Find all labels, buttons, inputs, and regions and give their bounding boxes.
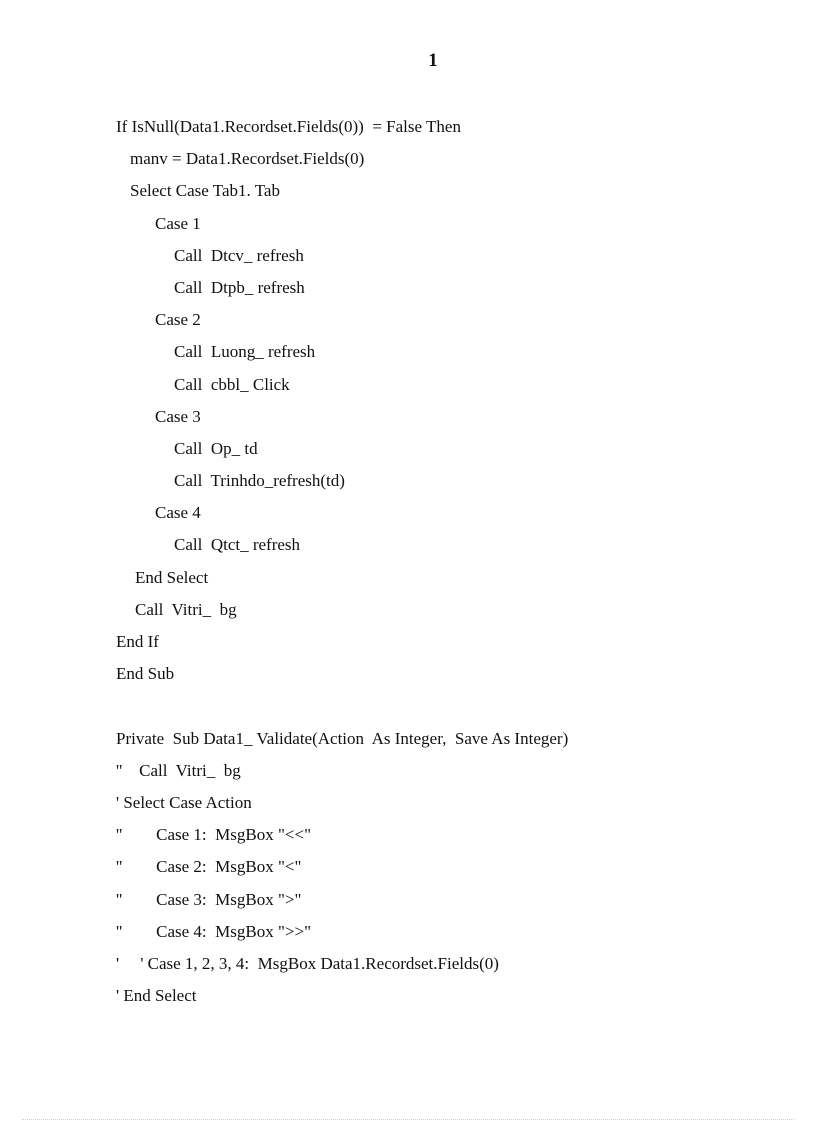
code-line: '' Case 4: MsgBox ">>" bbox=[116, 921, 312, 941]
page-bottom-divider bbox=[22, 1119, 794, 1120]
code-line: Case 3 bbox=[155, 406, 201, 426]
code-line: '' Case 2: MsgBox "<" bbox=[116, 857, 302, 877]
blank-line bbox=[116, 690, 756, 722]
code-line: '' Case 1: MsgBox "<<" bbox=[116, 825, 312, 845]
code-line: If IsNull(Data1.Recordset.Fields(0)) = False Then bbox=[116, 117, 461, 136]
page-number: 1 bbox=[428, 50, 438, 71]
code-line: '' Call Vitri_ bg bbox=[116, 760, 241, 780]
code-line: Call Dtcv_ refresh bbox=[174, 245, 304, 265]
code-line: ' ' Case 1, 2, 3, 4: MsgBox Data1.Recordset.Fields(0) bbox=[116, 953, 499, 973]
code-line: Call Qtct_ refresh bbox=[174, 535, 301, 555]
code-line: Case 4 bbox=[155, 503, 201, 523]
code-line: End Sub bbox=[116, 664, 175, 684]
code-line: End If bbox=[116, 632, 159, 651]
code-line: ' End Select bbox=[116, 986, 197, 1006]
code-block bbox=[116, 111, 756, 1012]
code-line: Case 2 bbox=[155, 310, 201, 330]
code-line: '' Case 3: MsgBox ">" bbox=[116, 889, 302, 909]
code-line: Call Dtpb_ refresh bbox=[174, 277, 305, 297]
code-line: Call Vitri_ bg bbox=[135, 599, 237, 619]
code-line: Call Op_ td bbox=[174, 438, 258, 458]
code-line: Call Trinhdo_refresh(td) bbox=[174, 471, 345, 491]
code-line: Call cbbl_ Click bbox=[174, 374, 290, 394]
code-line: Call Luong_ refresh bbox=[174, 342, 316, 362]
code-line: Select Case Tab1. Tab bbox=[130, 181, 280, 201]
code-line: manv = Data1.Recordset.Fields(0) bbox=[130, 149, 365, 169]
code-line: ' Select Case Action bbox=[116, 792, 252, 812]
code-line: End Select bbox=[135, 567, 209, 587]
code-line: Case 1 bbox=[155, 213, 201, 233]
code-line: Private Sub Data1_ Validate(Action As Integer, Save As Integer) bbox=[116, 728, 569, 748]
